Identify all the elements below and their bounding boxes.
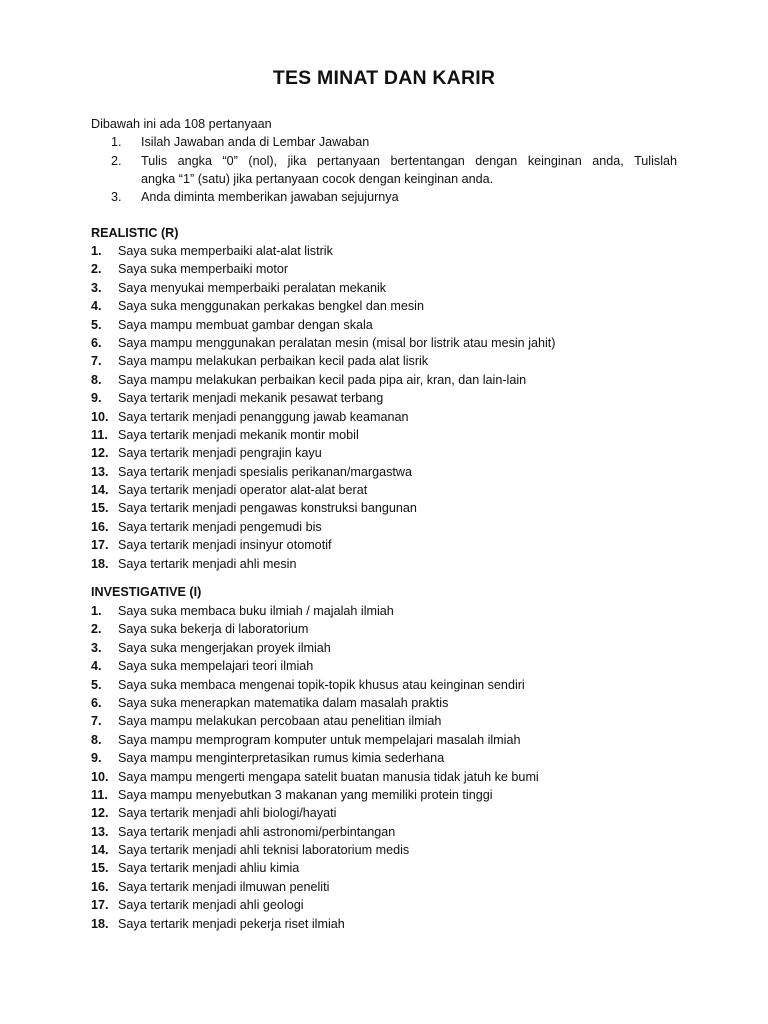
question-item (91, 335, 691, 353)
question-number: 13. (91, 464, 109, 479)
question-item (91, 805, 691, 823)
question-text: Saya tertarik menjadi ahli biologi/hayati (118, 806, 337, 821)
question-number: 8. (91, 732, 102, 747)
question-number: 4. (91, 299, 102, 314)
question-text: Saya tertarik menjadi pengemudi bis (118, 519, 322, 534)
question-text: Saya tertarik menjadi pengrajin kayu (118, 446, 322, 461)
question-text: Saya mampu melakukan percobaan atau penelitian ilmiah (118, 714, 442, 729)
question-text: Saya mampu menggunakan peralatan mesin (misal bor listrik atau mesin jahit) (118, 335, 556, 350)
question-item (91, 372, 691, 390)
question-text: Saya suka memperbaiki motor (118, 262, 289, 277)
question-text: Saya suka bekerja di laboratorium (118, 622, 309, 637)
question-text: Saya tertarik menjadi penanggung jawab keamanan (118, 409, 409, 424)
instruction-text: Isilah Jawaban anda di Lembar Jawaban (141, 135, 370, 149)
question-number: 6. (91, 695, 102, 710)
question-item (91, 317, 691, 335)
question-list-investigative (91, 603, 691, 934)
question-number: 12. (91, 446, 109, 461)
question-text: Saya tertarik menjadi mekanik montir mobil (118, 427, 359, 442)
question-number: 9. (91, 751, 102, 766)
instruction-number: 3. (111, 190, 122, 204)
question-text: Saya tertarik menjadi insinyur otomotif (118, 538, 332, 553)
instruction-text: Anda diminta memberikan jawaban sejujurnya (141, 190, 399, 204)
question-text: Saya suka mempelajari teori ilmiah (118, 659, 314, 674)
question-item (91, 677, 691, 695)
question-list-realistic (91, 243, 691, 574)
question-item (91, 464, 691, 482)
instruction-number: 1. (111, 135, 122, 149)
question-text: Saya mampu membuat gambar dengan skala (118, 317, 373, 332)
question-number: 14. (91, 483, 109, 498)
question-text: Saya tertarik menjadi ilmuwan peneliti (118, 879, 330, 894)
question-item (91, 500, 691, 518)
question-number: 18. (91, 556, 109, 571)
question-number: 2. (91, 622, 102, 637)
question-number: 11. (91, 427, 108, 442)
question-item (91, 519, 691, 537)
question-item (91, 732, 691, 750)
question-number: 2. (91, 262, 102, 277)
question-text: Saya suka menggunakan perkakas bengkel dan mesin (118, 299, 424, 314)
question-text: Saya mampu melakukan perbaikan kecil pada pipa air, kran, dan lain-lain (118, 372, 527, 387)
question-text: Saya tertarik menjadi mekanik pesawat terbang (118, 391, 384, 406)
question-number: 8. (91, 372, 102, 387)
question-number: 1. (91, 244, 102, 258)
question-item (91, 695, 691, 713)
question-item (91, 897, 691, 915)
question-number: 3. (91, 280, 102, 295)
question-item (91, 879, 691, 897)
question-item (91, 427, 691, 445)
question-text: Saya tertarik menjadi operator alat-alat berat (118, 483, 368, 498)
question-item (91, 658, 691, 676)
question-text: Saya tertarik menjadi pengawas konstruksi bangunan (118, 501, 417, 516)
question-item (91, 750, 691, 768)
question-text: Saya menyukai memperbaiki peralatan mekanik (118, 280, 387, 295)
question-text: Saya tertarik menjadi ahli mesin (118, 556, 297, 571)
question-number: 7. (91, 714, 102, 729)
question-item (91, 482, 691, 500)
question-text: Saya tertarik menjadi ahliu kimia (118, 861, 300, 876)
question-number: 12. (91, 806, 109, 821)
question-number: 5. (91, 317, 102, 332)
question-text: Saya tertarik menjadi ahli teknisi laboratorium medis (118, 843, 410, 858)
question-number: 11. (91, 787, 108, 802)
instruction-number: 2. (111, 154, 122, 168)
question-text: Saya tertarik menjadi pekerja riset ilmiah (118, 916, 345, 931)
question-number: 5. (91, 677, 102, 692)
question-number: 17. (91, 538, 109, 553)
question-item (91, 640, 691, 658)
instruction-text-line-2: angka “1” (satu) jika pertanyaan cocok dengan keinginan anda. (141, 172, 494, 186)
question-item (91, 243, 691, 261)
question-text: Saya tertarik menjadi ahli geologi (118, 898, 304, 913)
question-number: 14. (91, 843, 109, 858)
question-text: Saya tertarik menjadi spesialis perikanan/margastwa (118, 464, 412, 479)
question-item (91, 916, 691, 934)
question-text: Saya mampu menginterpretasikan rumus kimia sederhana (118, 751, 445, 766)
instruction-text-line-1: Tulis angka “0” (nol), jika pertanyaan bertentangan dengan keinginan anda, Tulislah (141, 154, 677, 168)
question-text: Saya suka memperbaiki alat-alat listrik (118, 244, 333, 258)
question-item (91, 603, 691, 621)
intro-text: Dibawah ini ada 108 pertanyaan (91, 117, 272, 131)
question-number: 3. (91, 640, 102, 655)
document-title: TES MINAT DAN KARIR (272, 67, 496, 89)
question-number: 9. (91, 391, 102, 406)
section-heading-investigative: INVESTIGATIVE (I) (91, 585, 202, 599)
question-number: 4. (91, 659, 102, 674)
question-item (91, 713, 691, 731)
question-item (91, 621, 691, 639)
question-text: Saya mampu mengerti mengapa satelit buatan manusia tidak jatuh ke bumi (118, 769, 539, 784)
question-item (91, 298, 691, 316)
question-number: 17. (91, 898, 109, 913)
question-text: Saya suka mengerjakan proyek ilmiah (118, 640, 331, 655)
question-item (91, 409, 691, 427)
section-heading-realistic: REALISTIC (R) (91, 226, 179, 240)
question-number: 16. (91, 879, 109, 894)
question-item (91, 353, 691, 371)
question-item (91, 860, 691, 878)
question-number: 10. (91, 409, 109, 424)
question-number: 15. (91, 501, 109, 516)
question-text: Saya suka menerapkan matematika dalam masalah praktis (118, 695, 449, 710)
question-number: 13. (91, 824, 109, 839)
question-item (91, 537, 691, 555)
question-text: Saya mampu melakukan perbaikan kecil pada alat lisrik (118, 354, 429, 369)
question-item (91, 787, 691, 805)
question-text: Saya suka membaca buku ilmiah / majalah ilmiah (118, 604, 394, 618)
question-item (91, 390, 691, 408)
question-item (91, 556, 691, 574)
question-text: Saya mampu menyebutkan 3 makanan yang memiliki protein tinggi (118, 787, 493, 802)
question-number: 6. (91, 335, 102, 350)
question-number: 16. (91, 519, 109, 534)
question-item (91, 824, 691, 842)
question-number: 18. (91, 916, 109, 931)
question-item (91, 842, 691, 860)
question-item (91, 445, 691, 463)
question-text: Saya suka membaca mengenai topik-topik khusus atau keinginan sendiri (118, 677, 525, 692)
question-text: Saya mampu memprogram komputer untuk mempelajari masalah ilmiah (118, 732, 521, 747)
question-number: 10. (91, 769, 109, 784)
question-text: Saya tertarik menjadi ahli astronomi/perbintangan (118, 824, 396, 839)
question-number: 1. (91, 604, 102, 618)
question-number: 7. (91, 354, 102, 369)
question-number: 15. (91, 861, 109, 876)
question-item (91, 261, 691, 279)
question-item (91, 769, 691, 787)
question-item (91, 280, 691, 298)
